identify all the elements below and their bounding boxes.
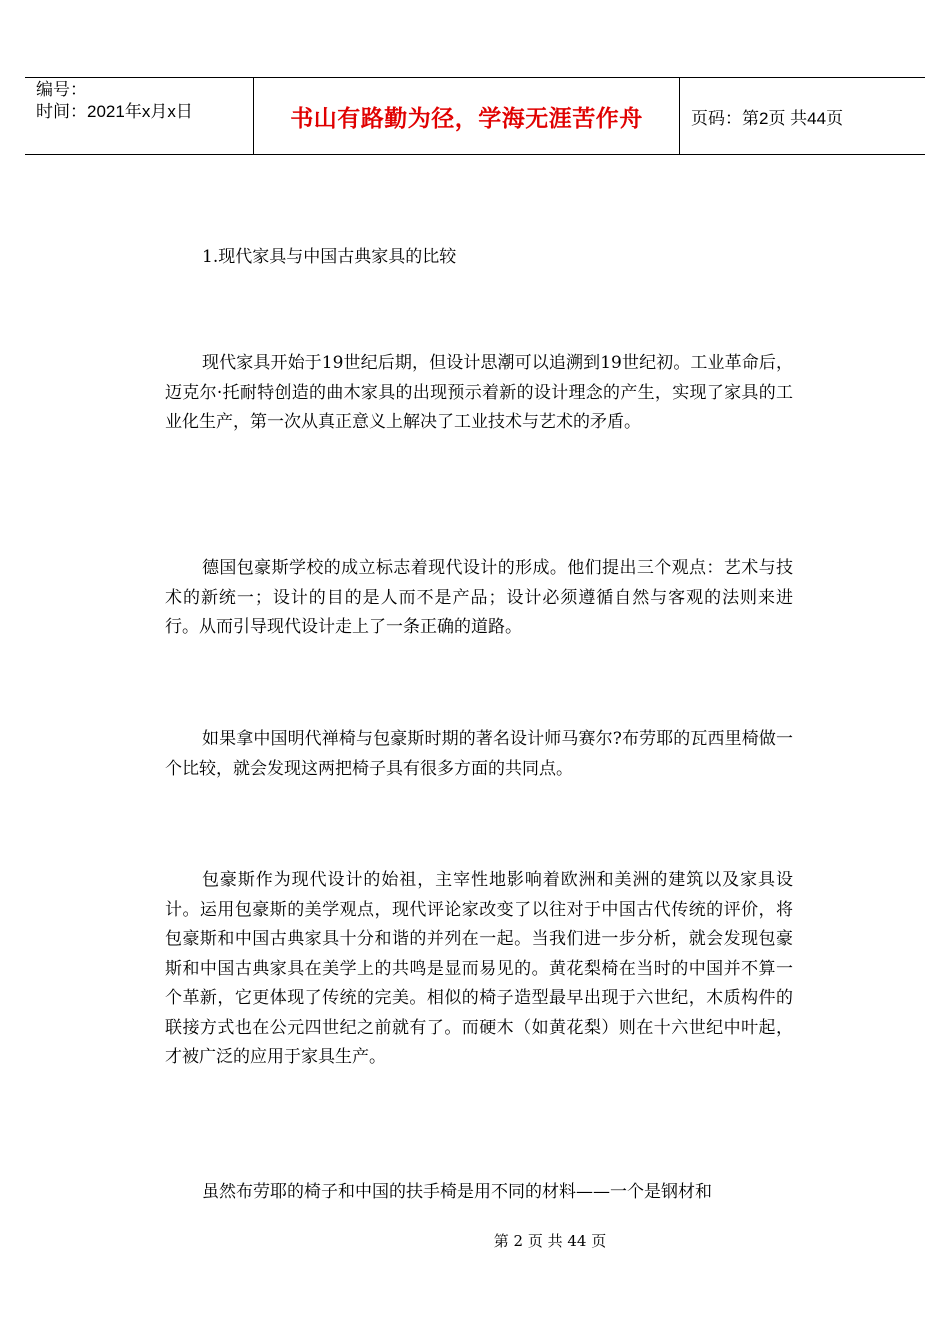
paragraph-4: 包豪斯作为现代设计的始祖，主宰性地影响着欧洲和美洲的建筑以及家具设计。运用包豪斯的美学观点，现代评论家改变了以往对于中国古代传统的评价，将包豪斯和中国古典家具十分和谐的并列在一起。当我们进一步分析，就会发现包豪斯和中国古典家具在美学上的共鸣是显而易见的。黄花梨椅在当时的中国并不算一个革新，它更体现了传统的完美。相似的椅子造型最早出现于六世纪，木质构件的联接方式也在公元四世纪之前就有了。而硬木（如黄花梨）则在十六世纪中叶起，才被广泛的应用于家具生产。 [165, 870, 793, 1067]
header-motto: 书山有路勤为径，学海无涯苦作舟 [290, 105, 643, 132]
paragraph-1: 现代家具开始于19世纪后期，但设计思潮可以追溯到19世纪初。工业革命后，迈克尔·托耐特创造的曲木家具的出现预示着新的设计理念的产生，实现了家具的工业化生产，第一次从真正意义上解决了工业技术与艺术的矛盾。 [165, 353, 793, 432]
serial-number-label: 编号： [36, 80, 87, 99]
paragraph-3: 如果拿中国明代禅椅与包豪斯时期的著名设计师马赛尔?布劳耶的瓦西里椅做一个比较，就会发现这两把椅子具有很多方面的共同点。 [165, 729, 793, 779]
paragraph-5: 虽然布劳耶的椅子和中国的扶手椅是用不同的材料——一个是钢材和 [202, 1182, 712, 1202]
page-footer [0, 1230, 950, 1251]
footer-page-number: 第 2 页 共 44 页 [493, 1232, 607, 1250]
document-header [25, 77, 925, 155]
header-motto-cell [254, 78, 680, 154]
paragraph-2: 德国包豪斯学校的成立标志着现代设计的形成。他们提出三个观点：艺术与技术的新统一；设计的目的是人而不是产品；设计必须遵循自然与客观的法则来进行。从而引导现代设计走上了一条正确的道路。 [165, 558, 793, 637]
header-meta-cell [25, 78, 254, 154]
time-label: 时间：2021年x月x日 [36, 102, 193, 121]
section-title: 1.现代家具与中国古典家具的比较 [202, 247, 457, 267]
header-page-cell [680, 78, 925, 154]
header-page-info: 页码：第2页 共44页 [691, 108, 844, 128]
